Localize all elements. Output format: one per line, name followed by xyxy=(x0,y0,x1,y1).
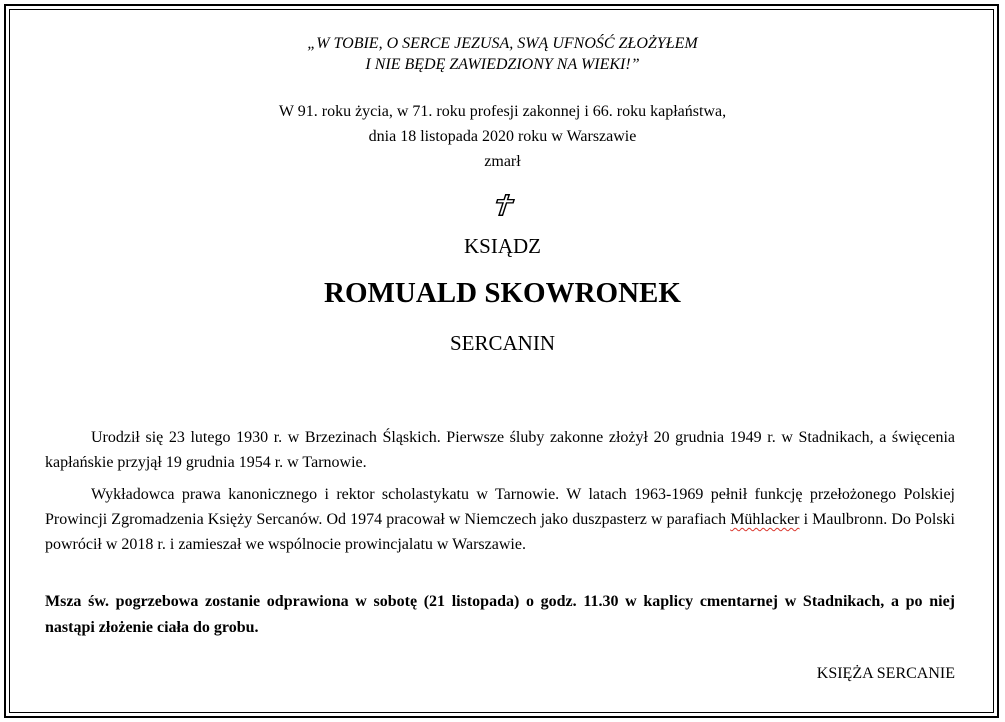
death-announcement xyxy=(0,99,1005,174)
signature: KSIĘŻA SERCANIE xyxy=(816,665,955,682)
funeral-notice: Msza św. pogrzebowa zostanie odprawiona w sobotę (21 listopada) o godz. 11.30 w kaplicy cmentarnej w Stadnikach, a po niej nastąpi złożenie ciała do grobu. xyxy=(45,593,955,636)
intro-line-1: W 91. roku życia, w 71. roku profesji zakonnej i 66. roku kapłaństwa, xyxy=(278,103,727,120)
biography-paragraph-1: Urodził się 23 lutego 1930 r. w Brzezinach Śląskich. Pierwsze śluby zakonne złożył 20 grudnia 1949 r. w Stadnikach, a święcenia kapłańskie przyjął 19 grudnia 1954 r. w Tarnowie. xyxy=(45,429,955,471)
intro-line-2: dnia 18 listopada 2020 roku w Warszawie xyxy=(368,128,637,145)
deceased-name: ROMUALD SKOWRONEK xyxy=(324,277,681,309)
cross-icon xyxy=(491,193,517,217)
motto-line-2: I NIE BĘDĘ ZAWIEDZIONY NA WIEKI!” xyxy=(365,56,640,73)
biography-paragraph-2 xyxy=(45,482,955,557)
religious-order: SERCANIN xyxy=(449,331,555,355)
spellcheck-flagged-word: Mühlacker xyxy=(730,511,800,528)
motto xyxy=(0,33,1005,75)
title-rank: KSIĄDZ xyxy=(464,234,541,258)
motto-line-1: „W TOBIE, O SERCE JEZUSA, SWĄ UFNOŚĆ ZŁOŻYŁEM xyxy=(307,35,698,52)
intro-line-3: zmarł xyxy=(484,153,521,170)
biography-paragraph-2-start: Wykładowca prawa kanonicznego i rektor scholastykatu w Tarnowie. W latach 1963-1969 pełnił funkcję przełożonego Polskiej Prowincji Zgromadzenia Księży Sercanów. Od 1974 pracował w Niemczech jako duszpasterz w parafiach xyxy=(45,486,955,528)
biography-paragraph-2-end: i Maulbronn. Do Polski powrócił w 2018 r. i zamieszał we wspólnocie prowincjalatu w Warszawie. xyxy=(45,511,955,553)
